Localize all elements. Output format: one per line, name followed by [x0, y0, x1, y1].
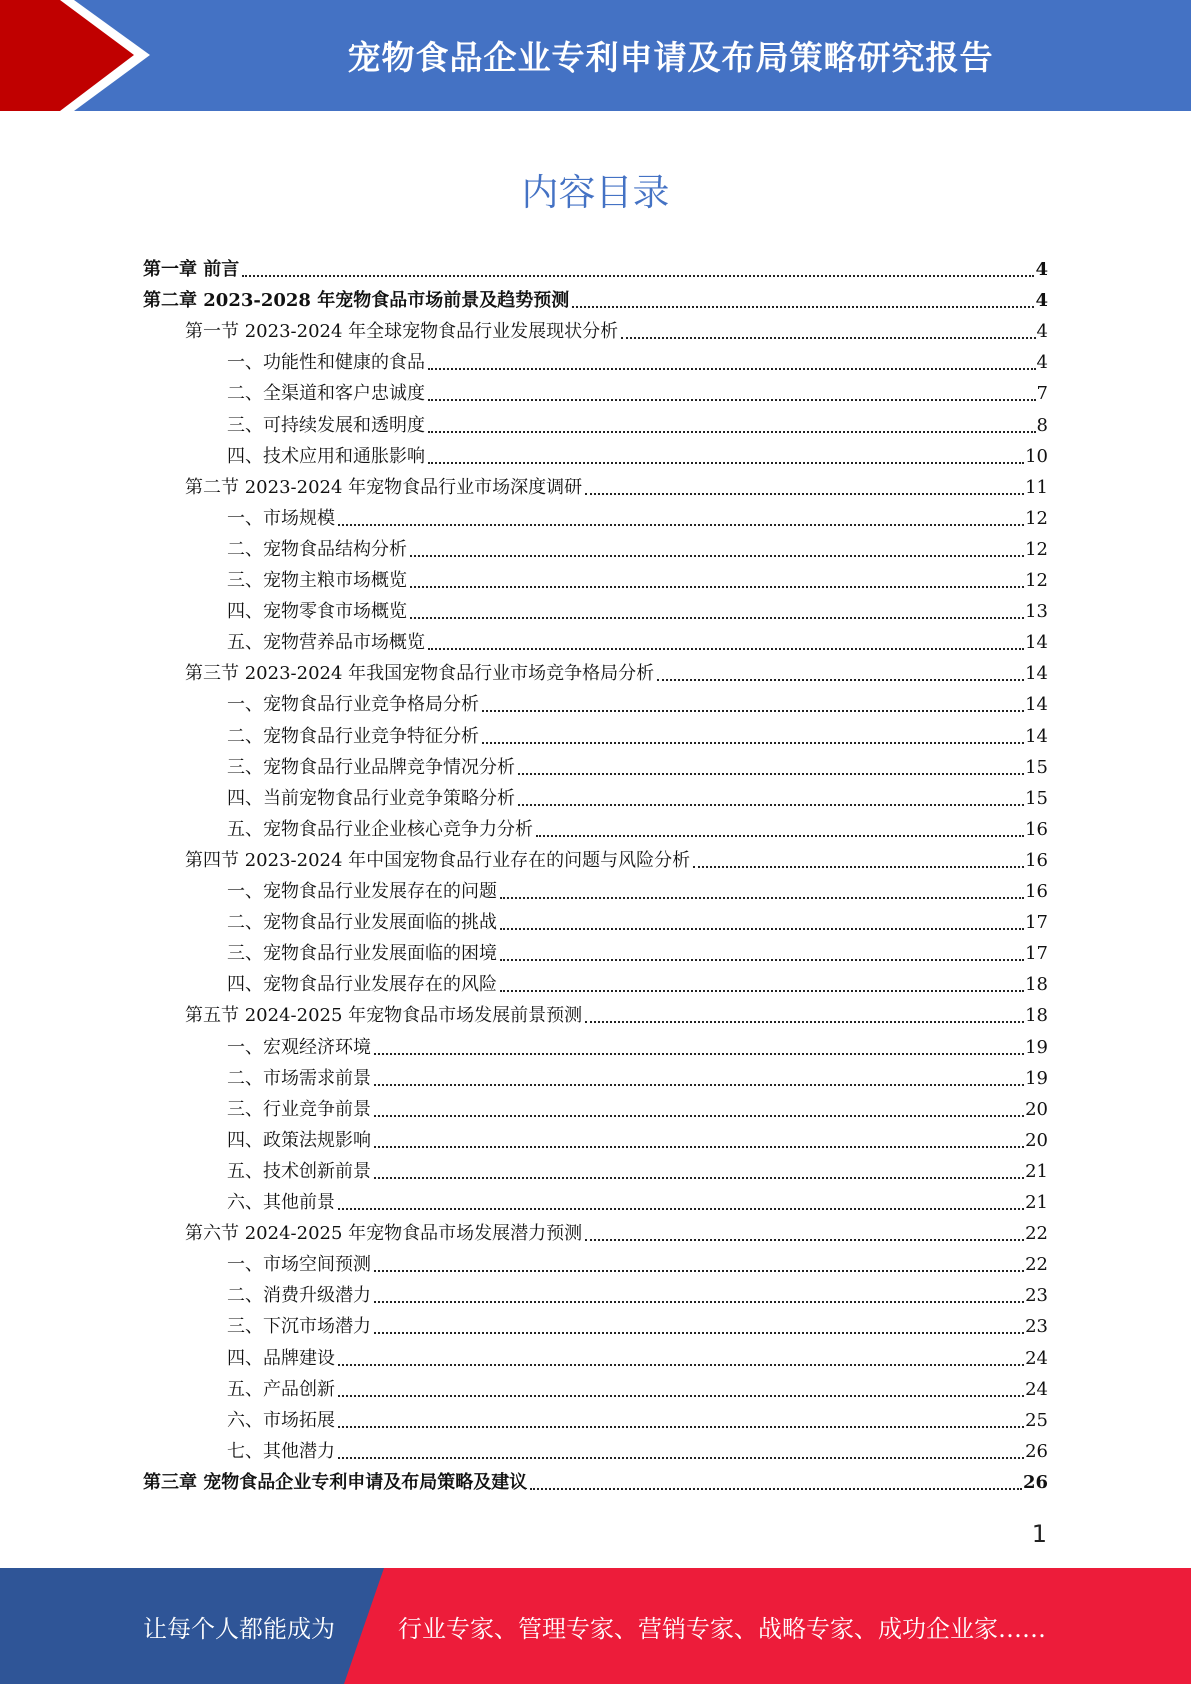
- toc-entry-page: 22: [1025, 1223, 1048, 1245]
- toc-dot-leader: [585, 493, 1024, 495]
- toc-entry-title: 三、下沉市场潜力: [227, 1316, 371, 1338]
- toc-subsection-entry[interactable]: [227, 564, 1048, 592]
- toc-entry-page: 14: [1025, 725, 1048, 747]
- toc-dot-leader: [518, 804, 1024, 806]
- toc-entry-title: 四、政策法规影响: [227, 1129, 371, 1151]
- toc-dot-leader: [428, 648, 1024, 650]
- toc-dot-leader: [374, 1084, 1024, 1086]
- toc-entry-title: 二、市场需求前景: [227, 1067, 371, 1089]
- toc-entry-title: 七、其他潜力: [227, 1440, 335, 1462]
- toc-dot-leader: [338, 1395, 1024, 1397]
- toc-entry-page: 16: [1025, 818, 1048, 840]
- toc-dot-leader: [338, 1364, 1024, 1366]
- toc-subsection-entry[interactable]: [227, 440, 1048, 468]
- toc-entry-title: 三、宠物主粮市场概览: [227, 570, 407, 591]
- toc-entry-title: 四、宠物零食市场概览: [227, 601, 407, 623]
- toc-entry-title: 第二节 2023-2024 年宠物食品行业市场深度调研: [185, 476, 583, 498]
- toc-subsection-entry[interactable]: [227, 782, 1048, 810]
- toc-subsection-entry[interactable]: [227, 1124, 1048, 1152]
- toc-subsection-entry[interactable]: [227, 595, 1048, 623]
- toc-subsection-entry[interactable]: [227, 1310, 1048, 1338]
- toc-dot-leader: [536, 835, 1024, 837]
- toc-entry-page: 14: [1025, 663, 1048, 685]
- toc-entry-title: 四、技术应用和通胀影响: [227, 445, 425, 467]
- toc-entry-page: 4: [1035, 290, 1048, 312]
- toc-dot-leader: [374, 1115, 1024, 1117]
- toc-subsection-entry[interactable]: [227, 875, 1048, 903]
- toc-entry-title: 六、其他前景: [227, 1192, 335, 1213]
- toc-subsection-entry[interactable]: [227, 1031, 1048, 1059]
- toc-chapter-entry[interactable]: [143, 1466, 1048, 1494]
- toc-entry-page: 4: [1036, 352, 1048, 374]
- toc-dot-leader: [428, 431, 1036, 433]
- toc-entry-page: 8: [1036, 414, 1048, 436]
- toc-entry-title: 二、宠物食品行业竞争特征分析: [227, 725, 479, 747]
- toc-entry-page: 13: [1025, 601, 1048, 623]
- toc-subsection-entry[interactable]: [227, 502, 1048, 530]
- footer-banner: [0, 1568, 1191, 1684]
- toc-chapter-entry[interactable]: [143, 284, 1048, 312]
- toc-dot-leader: [693, 866, 1024, 868]
- toc-entry-title: 五、宠物营养品市场概览: [227, 632, 425, 654]
- toc-entry-page: 15: [1025, 787, 1048, 809]
- toc-dot-leader: [572, 306, 1034, 308]
- toc-entry-page: 23: [1025, 1316, 1048, 1338]
- toc-entry-title: 二、宠物食品结构分析: [227, 538, 407, 560]
- toc-section-entry[interactable]: [185, 844, 1048, 872]
- toc-section-entry[interactable]: [185, 657, 1048, 685]
- toc-subsection-entry[interactable]: [227, 409, 1048, 437]
- toc-entry-title: 第一节 2023-2024 年全球宠物食品行业发展现状分析: [185, 321, 619, 343]
- toc-entry-page: 12: [1025, 538, 1048, 560]
- header-arrow-red: [0, 0, 134, 111]
- toc-dot-leader: [500, 928, 1024, 930]
- toc-entry-page: 16: [1025, 881, 1048, 902]
- toc-subsection-entry[interactable]: [227, 906, 1048, 934]
- page-number: 1: [1031, 1520, 1047, 1548]
- toc-subsection-entry[interactable]: [227, 626, 1048, 654]
- toc-entry-page: 17: [1025, 943, 1048, 965]
- toc-entry-page: 4: [1035, 259, 1048, 280]
- toc-heading: 内容目录: [521, 171, 670, 214]
- toc-entry-page: 4: [1036, 321, 1048, 343]
- toc-entry-page: 24: [1025, 1347, 1048, 1369]
- toc-entry-title: 第四节 2023-2024 年中国宠物食品行业存在的问题与风险分析: [185, 849, 691, 871]
- toc-dot-leader: [482, 710, 1024, 712]
- toc-entry-title: 第三节 2023-2024 年我国宠物食品行业市场竞争格局分析: [185, 663, 655, 685]
- toc-subsection-entry[interactable]: [227, 1062, 1048, 1090]
- toc-dot-leader: [500, 959, 1024, 961]
- toc-entry-page: 21: [1025, 1160, 1048, 1182]
- toc-entry-title: 一、功能性和健康的食品: [227, 352, 425, 374]
- toc-entry-page: 26: [1025, 1440, 1048, 1462]
- toc-entry-page: 19: [1025, 1067, 1048, 1089]
- toc-dot-leader: [500, 897, 1024, 899]
- toc-section-entry[interactable]: [185, 471, 1048, 499]
- toc-entry-title: 三、宠物食品行业发展面临的困境: [227, 943, 497, 965]
- toc-entry-page: 18: [1025, 1005, 1048, 1027]
- toc-dot-leader: [621, 337, 1035, 339]
- toc-entry-page: 24: [1025, 1378, 1048, 1400]
- toc-dot-leader: [374, 1177, 1024, 1179]
- toc-entry-page: 25: [1025, 1409, 1048, 1431]
- toc-entry-title: 第五节 2024-2025 年宠物食品市场发展前景预测: [185, 1005, 583, 1027]
- toc-subsection-entry[interactable]: [227, 751, 1048, 779]
- toc-entry-title: 三、宠物食品行业品牌竞争情况分析: [227, 756, 515, 778]
- toc-dot-leader: [374, 1146, 1024, 1148]
- toc-subsection-entry[interactable]: [227, 1155, 1048, 1183]
- header-arrow-decoration: [0, 0, 160, 111]
- toc-entry-page: 10: [1025, 445, 1048, 467]
- toc-entry-title: 三、行业竞争前景: [227, 1098, 371, 1120]
- toc-entry-page: 7: [1036, 383, 1048, 405]
- toc-subsection-entry[interactable]: [227, 813, 1048, 841]
- toc-entry-page: 19: [1025, 1036, 1048, 1058]
- toc-subsection-entry[interactable]: [227, 1248, 1048, 1276]
- toc-dot-leader: [428, 399, 1036, 401]
- toc-dot-leader: [500, 990, 1024, 992]
- toc-dot-leader: [518, 773, 1024, 775]
- toc-subsection-entry[interactable]: [227, 688, 1048, 716]
- toc-entry-title: 二、宠物食品行业发展面临的挑战: [227, 912, 497, 934]
- toc-entry-page: 17: [1025, 912, 1048, 934]
- toc-entry-title: 第二章 2023-2028 年宠物食品市场前景及趋势预测: [143, 290, 570, 312]
- toc-entry-title: 第一章 前言: [143, 259, 240, 280]
- toc-dot-leader: [410, 586, 1024, 588]
- toc-subsection-entry[interactable]: [227, 1435, 1048, 1463]
- toc-subsection-entry[interactable]: [227, 1186, 1048, 1214]
- toc-dot-leader: [410, 617, 1024, 619]
- toc-section-entry[interactable]: [185, 1217, 1048, 1245]
- toc-entry-page: 23: [1025, 1285, 1048, 1307]
- toc-chapter-entry[interactable]: [143, 253, 1048, 281]
- toc-entry-page: 14: [1025, 632, 1048, 654]
- toc-entry-page: 16: [1025, 849, 1048, 871]
- toc-dot-leader: [338, 524, 1024, 526]
- toc-entry-page: 20: [1025, 1129, 1048, 1151]
- toc-dot-leader: [374, 1332, 1024, 1334]
- toc-entry-title: 二、消费升级潜力: [227, 1285, 371, 1307]
- toc-dot-leader: [242, 275, 1034, 277]
- footer-slogan-right: 行业专家、管理专家、营销专家、战略专家、成功企业家……: [398, 1614, 1046, 1643]
- toc-subsection-entry[interactable]: [227, 1373, 1048, 1401]
- toc-subsection-entry[interactable]: [227, 1404, 1048, 1432]
- toc-subsection-entry[interactable]: [227, 720, 1048, 748]
- toc-entry-title: 一、宏观经济环境: [227, 1036, 371, 1058]
- toc-dot-leader: [657, 679, 1024, 681]
- toc-entry-page: 26: [1022, 1471, 1048, 1493]
- toc-entry-title: 第三章 宠物食品企业专利申请及布局策略及建议: [143, 1471, 528, 1493]
- toc-subsection-entry[interactable]: [227, 1093, 1048, 1121]
- toc-dot-leader: [374, 1301, 1024, 1303]
- toc-entry-page: 12: [1025, 507, 1048, 529]
- toc-dot-leader: [374, 1053, 1024, 1055]
- toc-dot-leader: [374, 1270, 1024, 1272]
- toc-entry-page: 12: [1025, 570, 1048, 591]
- toc-entry-title: 四、宠物食品行业发展存在的风险: [227, 974, 497, 996]
- toc-entry-title: 四、品牌建设: [227, 1347, 335, 1369]
- toc-dot-leader: [338, 1457, 1024, 1459]
- toc-dot-leader: [338, 1208, 1024, 1210]
- toc-subsection-entry[interactable]: [227, 377, 1048, 405]
- toc-entry-page: 14: [1025, 694, 1048, 716]
- toc-entry-page: 15: [1025, 756, 1048, 778]
- toc-entry-title: 六、市场拓展: [227, 1409, 335, 1431]
- toc-dot-leader: [585, 1239, 1024, 1241]
- toc-subsection-entry[interactable]: [227, 1342, 1048, 1370]
- report-header-band: [0, 0, 1191, 111]
- toc-entry-title: 一、市场规模: [227, 507, 335, 529]
- toc-dot-leader: [482, 742, 1024, 744]
- toc-dot-leader: [585, 1021, 1024, 1023]
- toc-entry-title: 三、可持续发展和透明度: [227, 414, 425, 436]
- toc-dot-leader: [530, 1488, 1022, 1490]
- toc-dot-leader: [338, 1426, 1024, 1428]
- toc-entry-title: 五、技术创新前景: [227, 1160, 371, 1182]
- toc-dot-leader: [428, 462, 1024, 464]
- toc-entry-title: 二、全渠道和客户忠诚度: [227, 383, 425, 405]
- toc-subsection-entry[interactable]: [227, 346, 1048, 374]
- toc-subsection-entry[interactable]: [227, 533, 1048, 561]
- toc-dot-leader: [410, 555, 1024, 557]
- toc-dot-leader: [428, 368, 1036, 370]
- toc-subsection-entry[interactable]: [227, 968, 1048, 996]
- toc-subsection-entry[interactable]: [227, 1279, 1048, 1307]
- toc-entry-page: 18: [1025, 974, 1048, 996]
- toc-section-entry[interactable]: [185, 315, 1048, 343]
- toc-section-entry[interactable]: [185, 999, 1048, 1027]
- toc-entry-title: 五、宠物食品行业企业核心竞争力分析: [227, 818, 533, 840]
- toc-entry-title: 五、产品创新: [227, 1378, 335, 1400]
- toc-entry-page: 11: [1025, 476, 1048, 498]
- toc-entry-page: 22: [1025, 1254, 1048, 1276]
- report-title: 宠物食品企业专利申请及布局策略研究报告: [347, 38, 994, 77]
- footer-slogan-left: 让每个人都能成为: [143, 1614, 335, 1643]
- toc-entry-title: 一、宠物食品行业竞争格局分析: [227, 694, 479, 716]
- toc-entry-title: 第六节 2024-2025 年宠物食品市场发展潜力预测: [185, 1223, 583, 1245]
- toc-entry-title: 一、宠物食品行业发展存在的问题: [227, 881, 497, 902]
- toc-entry-title: 四、当前宠物食品行业竞争策略分析: [227, 787, 515, 809]
- toc-entry-page: 21: [1025, 1192, 1048, 1213]
- toc-entry-title: 一、市场空间预测: [227, 1254, 371, 1276]
- toc-subsection-entry[interactable]: [227, 937, 1048, 965]
- toc-entry-page: 20: [1025, 1098, 1048, 1120]
